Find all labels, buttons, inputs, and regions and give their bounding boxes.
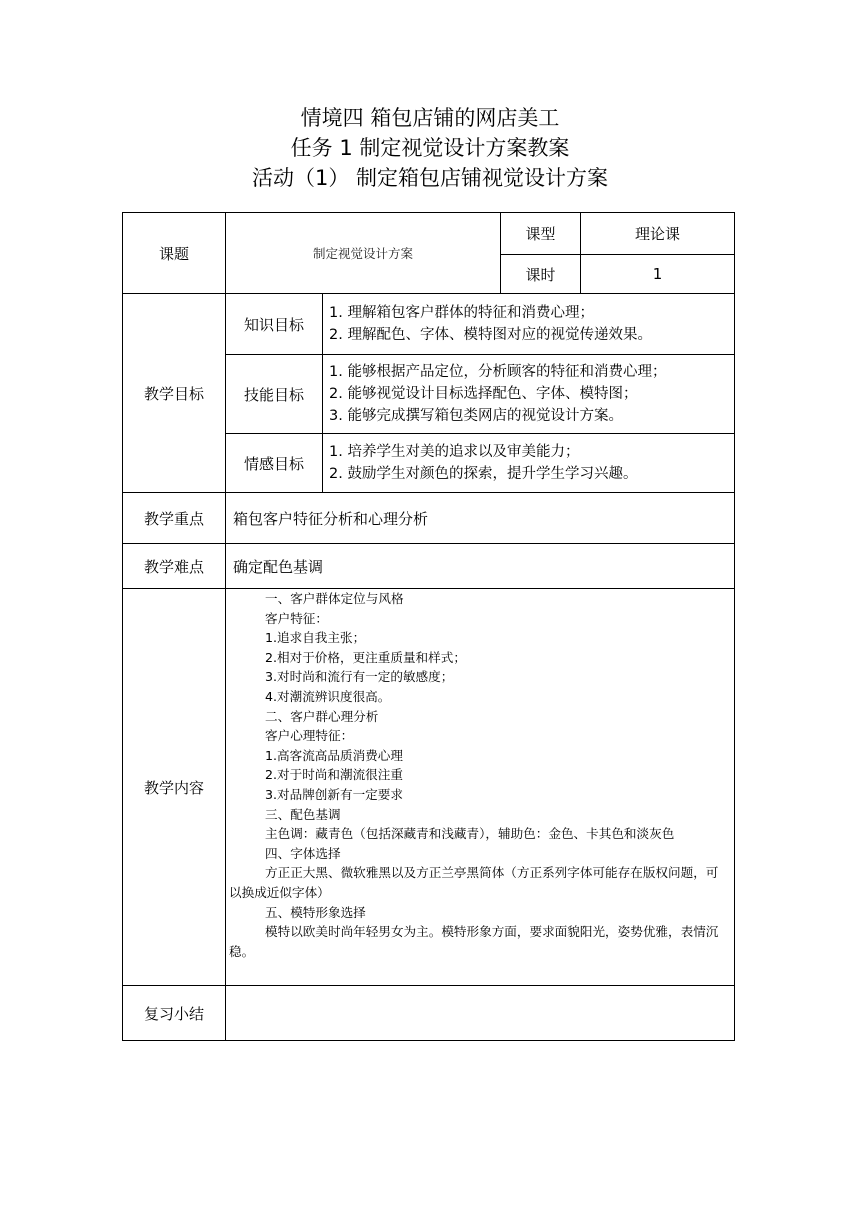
title-situation: 情境四 箱包店铺的网店美工	[300, 106, 560, 130]
list-item: 2. 理解配色、字体、模特图对应的视觉传递效果。	[329, 327, 652, 343]
content-line: 3.对时尚和流行有一定的敏感度；	[265, 669, 454, 685]
emotion-objective-list	[323, 434, 735, 493]
key-point-value: 箱包客户特征分析和心理分析	[226, 493, 735, 544]
list-item: 1. 培养学生对美的追求以及审美能力；	[329, 444, 580, 460]
key-point-label: 教学重点	[123, 493, 226, 544]
content-line: 二、客户群心理分析	[265, 708, 379, 724]
content-line: 2.对于时尚和潮流很注重	[265, 767, 403, 783]
difficulty-row	[123, 544, 735, 589]
difficulty-label: 教学难点	[123, 544, 226, 589]
content-line: 模特以欧美时尚年轻男女为主。模特形象方面，要求面貌阳光，姿势优雅，表情沉稳。	[229, 924, 719, 959]
content-line: 四、字体选择	[265, 845, 341, 861]
review-label: 复习小结	[123, 986, 226, 1041]
list-item: 3. 能够完成撰写箱包类网店的视觉设计方案。	[329, 408, 623, 424]
key-point-row	[123, 493, 735, 544]
knowledge-objective-row	[123, 294, 735, 355]
objectives-label: 教学目标	[123, 294, 226, 493]
content-line: 主色调：藏青色（包括深藏青和浅藏青），辅助色：金色、卡其色和淡灰色	[265, 826, 675, 842]
content-body	[226, 589, 735, 986]
difficulty-value: 确定配色基调	[226, 544, 735, 589]
list-item: 2. 鼓励学生对颜色的探索，提升学生学习兴趣。	[329, 466, 638, 482]
lesson-hours-value: 1	[581, 255, 735, 294]
list-item: 1. 理解箱包客户群体的特征和消费心理；	[329, 305, 594, 321]
content-line: 1.高客流高品质消费心理	[265, 747, 403, 763]
knowledge-objective-list	[323, 294, 735, 355]
content-line: 客户特征：	[265, 610, 328, 626]
title-activity: 活动（1） 制定箱包店铺视觉设计方案	[251, 166, 609, 190]
list-item: 2. 能够视觉设计目标选择配色、字体、模特图；	[329, 386, 638, 402]
content-line: 1.追求自我主张；	[265, 630, 366, 646]
topic-value: 制定视觉设计方案	[226, 213, 501, 294]
content-line: 2.相对于价格，更注重质量和样式；	[265, 649, 466, 665]
topic-label: 课题	[123, 213, 226, 294]
lesson-type-value: 理论课	[581, 213, 735, 255]
content-line: 三、配色基调	[265, 806, 341, 822]
skill-objective-list	[323, 355, 735, 434]
content-line: 一、客户群体定位与风格	[265, 591, 404, 606]
content-line: 4.对潮流辨识度很高。	[265, 688, 391, 704]
list-item: 1. 能够根据产品定位，分析顾客的特征和消费心理；	[329, 364, 667, 380]
title-task: 任务 1 制定视觉设计方案教案	[290, 136, 570, 160]
content-line: 方正正大黑、微软雅黑以及方正兰亭黑简体（方正系列字体可能存在版权问题，可以换成近似字体）	[229, 865, 719, 900]
review-row	[123, 986, 735, 1041]
content-line: 3.对品牌创新有一定要求	[265, 786, 403, 802]
review-value	[226, 986, 735, 1041]
document-titles	[0, 103, 860, 193]
lesson-hours-label: 课时	[501, 255, 581, 294]
content-line: 客户心理特征：	[265, 728, 354, 744]
lesson-plan-table	[122, 212, 735, 1041]
emotion-objective-label: 情感目标	[226, 434, 323, 493]
topic-row	[123, 213, 735, 255]
content-label: 教学内容	[123, 589, 226, 986]
lesson-type-label: 课型	[501, 213, 581, 255]
skill-objective-label: 技能目标	[226, 355, 323, 434]
content-row	[123, 589, 735, 986]
content-line: 五、模特形象选择	[265, 904, 366, 920]
knowledge-objective-label: 知识目标	[226, 294, 323, 355]
